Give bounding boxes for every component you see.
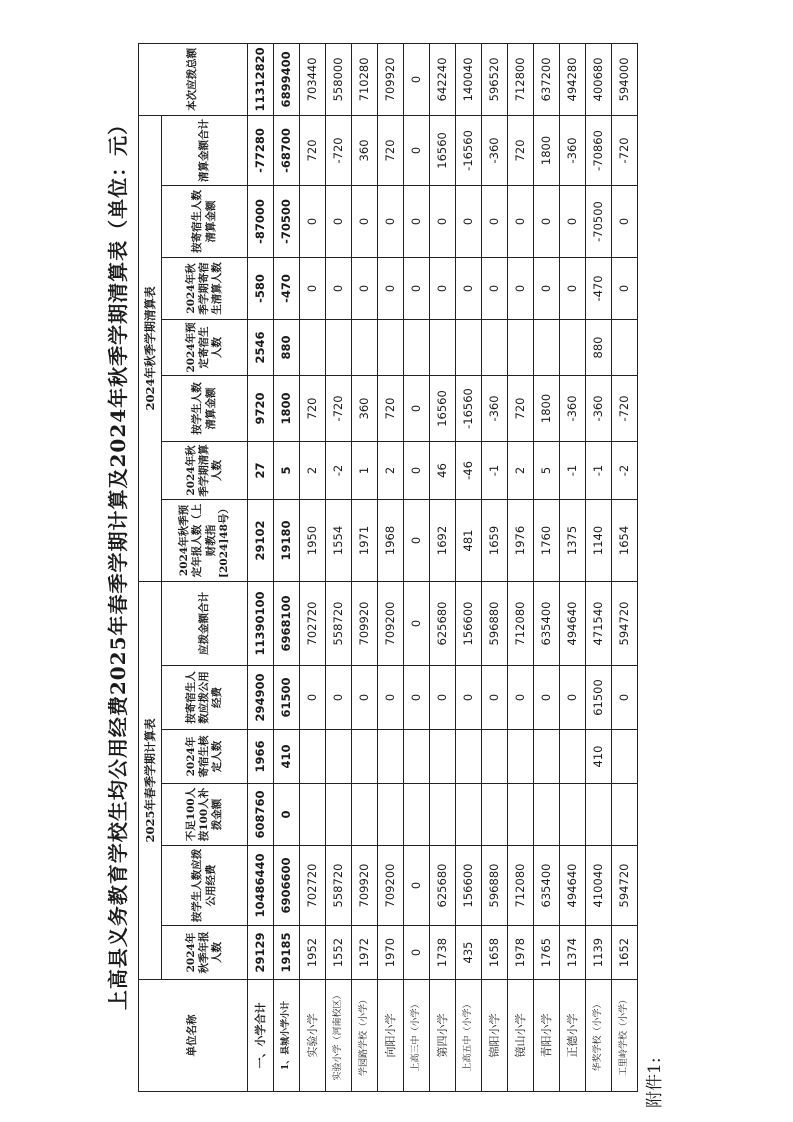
table-cell: 709200 xyxy=(378,581,404,665)
row-unit-name: 上高三中（小学） xyxy=(404,980,430,1092)
table-cell: 1375 xyxy=(560,499,586,581)
table-cell: 6899400 xyxy=(274,43,300,115)
table-cell: 0 xyxy=(404,846,430,926)
table-cell: 9720 xyxy=(248,375,274,441)
table-cell xyxy=(300,784,326,846)
table-cell: 1968 xyxy=(378,499,404,581)
table-cell: 29129 xyxy=(248,926,274,980)
table-cell: 1760 xyxy=(534,499,560,581)
table-cell: 0 xyxy=(612,666,638,730)
table-cell: 0 xyxy=(404,185,430,257)
table-cell: 0 xyxy=(430,257,456,319)
header-col: 2024年秋季学期寄宿生清算人数 xyxy=(162,257,248,319)
row-unit-name: 向阳小学 xyxy=(378,980,404,1092)
table-cell xyxy=(612,730,638,784)
table-row xyxy=(248,43,274,1091)
row-unit-name: 华奖学校（小学） xyxy=(586,980,612,1092)
table-cell: 2546 xyxy=(248,319,274,375)
row-unit-name: 锦阳小学 xyxy=(482,980,508,1092)
header-col: 按寄宿生人数清算金额 xyxy=(162,185,248,257)
table-cell xyxy=(456,784,482,846)
table-cell: 61500 xyxy=(586,666,612,730)
table-cell xyxy=(300,319,326,375)
table-cell: 1800 xyxy=(534,375,560,441)
table-cell: 2 xyxy=(300,441,326,499)
table-row xyxy=(378,43,404,1091)
table-cell: 0 xyxy=(430,185,456,257)
table-cell: -470 xyxy=(274,257,300,319)
table-cell xyxy=(456,730,482,784)
table-row xyxy=(274,43,300,1091)
table-cell: 1652 xyxy=(612,926,638,980)
table-cell: -70500 xyxy=(586,185,612,257)
table-cell: 1738 xyxy=(430,926,456,980)
table-cell: 481 xyxy=(456,499,482,581)
table-cell xyxy=(534,730,560,784)
table-cell: 0 xyxy=(456,666,482,730)
table-cell: 0 xyxy=(274,784,300,846)
table-cell: 702720 xyxy=(300,581,326,665)
table-row xyxy=(352,43,378,1091)
table-cell: 0 xyxy=(404,257,430,319)
table-cell xyxy=(430,784,456,846)
table-cell xyxy=(508,730,534,784)
table-cell: 709200 xyxy=(378,846,404,926)
table-cell xyxy=(404,730,430,784)
table-cell: 880 xyxy=(586,319,612,375)
table-cell xyxy=(352,784,378,846)
table-cell xyxy=(560,784,586,846)
table-cell: 1139 xyxy=(586,926,612,980)
header-col: 按学生人数应拨公用经费 xyxy=(162,846,248,926)
table-cell: -68700 xyxy=(274,115,300,185)
header-group-spring: 2025年春季学期计算表 xyxy=(139,581,162,979)
table-row xyxy=(430,43,456,1091)
table-cell: 19185 xyxy=(274,926,300,980)
table-cell xyxy=(482,784,508,846)
table-cell: -70860 xyxy=(586,115,612,185)
table-row xyxy=(612,43,638,1091)
table-cell: 703440 xyxy=(300,43,326,115)
table-cell: 0 xyxy=(560,257,586,319)
table-cell: 6968100 xyxy=(274,581,300,665)
table-cell: 0 xyxy=(508,666,534,730)
table-cell: 0 xyxy=(404,499,430,581)
table-cell: -360 xyxy=(586,375,612,441)
table-cell: 1554 xyxy=(326,499,352,581)
table-cell: 0 xyxy=(326,257,352,319)
table-cell: 0 xyxy=(352,666,378,730)
table-cell: 0 xyxy=(430,666,456,730)
table-cell: 156600 xyxy=(456,581,482,665)
table-cell: 0 xyxy=(378,257,404,319)
table-cell: 0 xyxy=(534,185,560,257)
table-cell: 0 xyxy=(482,257,508,319)
table-cell: -70500 xyxy=(274,185,300,257)
table-cell: 558720 xyxy=(326,846,352,926)
table-cell: 156600 xyxy=(456,846,482,926)
table-cell: -1 xyxy=(560,441,586,499)
table-cell: 471540 xyxy=(586,581,612,665)
table-cell: 0 xyxy=(300,257,326,319)
table-cell: 0 xyxy=(378,666,404,730)
table-cell: 6906600 xyxy=(274,846,300,926)
table-cell: 709920 xyxy=(352,846,378,926)
table-cell xyxy=(508,784,534,846)
table-cell: 0 xyxy=(560,185,586,257)
header-col: 2024年预定寄宿生人数 xyxy=(162,319,248,375)
table-cell: 0 xyxy=(482,666,508,730)
table-cell xyxy=(378,319,404,375)
table-cell xyxy=(326,730,352,784)
row-unit-name: 学园路学校（小学） xyxy=(352,980,378,1092)
table-cell: 2 xyxy=(378,441,404,499)
table-cell: 720 xyxy=(378,375,404,441)
table-row xyxy=(508,43,534,1091)
settlement-table-container xyxy=(138,44,638,1092)
table-cell xyxy=(326,319,352,375)
table-cell: -87000 xyxy=(248,185,274,257)
table-cell: -720 xyxy=(612,375,638,441)
table-cell xyxy=(560,319,586,375)
table-cell xyxy=(560,730,586,784)
table-cell xyxy=(430,730,456,784)
table-cell: 1692 xyxy=(430,499,456,581)
table-row xyxy=(404,43,430,1091)
table-cell: 625680 xyxy=(430,846,456,926)
header-col: 2024年秋季学期清算人数 xyxy=(162,441,248,499)
table-cell: 410 xyxy=(586,730,612,784)
table-cell: 5 xyxy=(534,441,560,499)
table-cell: -1 xyxy=(586,441,612,499)
table-cell xyxy=(534,319,560,375)
table-cell: 625680 xyxy=(430,581,456,665)
table-cell: 0 xyxy=(404,115,430,185)
header-col: 应拨金额合计 xyxy=(162,581,248,665)
table-cell xyxy=(612,319,638,375)
table-cell xyxy=(404,319,430,375)
table-cell: 11390100 xyxy=(248,581,274,665)
table-row xyxy=(534,43,560,1091)
table-cell: 594000 xyxy=(612,43,638,115)
table-cell: 0 xyxy=(456,185,482,257)
table-cell: 10486440 xyxy=(248,846,274,926)
row-unit-name: 正德小学 xyxy=(560,980,586,1092)
table-cell: 720 xyxy=(300,375,326,441)
table-cell: -16560 xyxy=(456,375,482,441)
header-col: 2024年秋季年报人数 xyxy=(162,926,248,980)
table-cell: 0 xyxy=(482,185,508,257)
row-unit-name: 青阳小学 xyxy=(534,980,560,1092)
table-row xyxy=(456,43,482,1091)
table-cell: 0 xyxy=(404,375,430,441)
table-cell: 637200 xyxy=(534,43,560,115)
table-cell: 1765 xyxy=(534,926,560,980)
table-cell: 0 xyxy=(352,257,378,319)
table-cell: 1950 xyxy=(300,499,326,581)
table-cell: 494280 xyxy=(560,43,586,115)
table-cell: -360 xyxy=(560,115,586,185)
table-row xyxy=(586,43,612,1091)
table-cell: 720 xyxy=(508,115,534,185)
table-cell: 61500 xyxy=(274,666,300,730)
table-cell: 1 xyxy=(352,441,378,499)
table-cell: 594720 xyxy=(612,581,638,665)
row-unit-name: 实验小学 xyxy=(300,980,326,1092)
table-cell xyxy=(352,730,378,784)
table-cell: -2 xyxy=(326,441,352,499)
table-cell: 46 xyxy=(430,441,456,499)
table-row xyxy=(300,43,326,1091)
settlement-table xyxy=(138,43,638,1092)
table-cell xyxy=(404,784,430,846)
table-cell: 410 xyxy=(274,730,300,784)
table-cell: 0 xyxy=(378,185,404,257)
table-cell: -1 xyxy=(482,441,508,499)
table-cell: -360 xyxy=(482,375,508,441)
table-cell: 594720 xyxy=(612,846,638,926)
table-cell: 1972 xyxy=(352,926,378,980)
table-cell: -46 xyxy=(456,441,482,499)
table-cell: -470 xyxy=(586,257,612,319)
table-cell: 1970 xyxy=(378,926,404,980)
header-group-autumn: 2024年秋季学期清算表 xyxy=(139,115,162,581)
table-cell: 596880 xyxy=(482,846,508,926)
table-cell: -77280 xyxy=(248,115,274,185)
table-cell xyxy=(352,319,378,375)
header-col: 按学生人数清算金额 xyxy=(162,375,248,441)
table-cell: -360 xyxy=(560,375,586,441)
table-cell: 19180 xyxy=(274,499,300,581)
table-cell: 0 xyxy=(404,666,430,730)
table-cell: 494640 xyxy=(560,846,586,926)
table-cell: 642240 xyxy=(430,43,456,115)
table-cell: 720 xyxy=(508,375,534,441)
table-cell xyxy=(508,319,534,375)
table-cell: 558000 xyxy=(326,43,352,115)
table-cell: 558720 xyxy=(326,581,352,665)
table-cell: 494640 xyxy=(560,581,586,665)
table-cell: 596520 xyxy=(482,43,508,115)
table-cell: 0 xyxy=(352,185,378,257)
table-cell: 435 xyxy=(456,926,482,980)
row-unit-name: 1、县城小学小计 xyxy=(274,980,300,1092)
header-col: 按寄宿生人数应拨公用经费 xyxy=(162,666,248,730)
table-cell: 27 xyxy=(248,441,274,499)
table-row xyxy=(482,43,508,1091)
row-unit-name: 上高五中（小学） xyxy=(456,980,482,1092)
table-cell xyxy=(456,319,482,375)
table-cell xyxy=(430,319,456,375)
table-cell: 1552 xyxy=(326,926,352,980)
table-cell xyxy=(586,784,612,846)
table-row xyxy=(326,43,352,1091)
table-cell: 608760 xyxy=(248,784,274,846)
table-cell xyxy=(326,784,352,846)
row-unit-name: 工里岭学校（小学） xyxy=(612,980,638,1092)
table-cell xyxy=(612,784,638,846)
table-cell: 1374 xyxy=(560,926,586,980)
table-cell: 410040 xyxy=(586,846,612,926)
table-cell: 1971 xyxy=(352,499,378,581)
table-cell: 710280 xyxy=(352,43,378,115)
table-cell: 0 xyxy=(612,257,638,319)
table-cell xyxy=(534,784,560,846)
table-cell: 720 xyxy=(378,115,404,185)
header-col: 不足100人按100人补拨金额 xyxy=(162,784,248,846)
table-cell: 0 xyxy=(404,926,430,980)
table-cell: 712080 xyxy=(508,581,534,665)
table-cell: 1976 xyxy=(508,499,534,581)
table-cell: 709920 xyxy=(378,43,404,115)
header-col: 清算金额合计 xyxy=(162,115,248,185)
table-cell xyxy=(378,730,404,784)
table-cell: 0 xyxy=(404,441,430,499)
table-cell: 140040 xyxy=(456,43,482,115)
table-cell: 360 xyxy=(352,115,378,185)
table-cell: 0 xyxy=(508,257,534,319)
table-cell xyxy=(482,730,508,784)
table-cell: 1654 xyxy=(612,499,638,581)
table-cell: 702720 xyxy=(300,846,326,926)
table-cell xyxy=(378,784,404,846)
table-cell: 0 xyxy=(612,185,638,257)
attachment-label: 附件1: xyxy=(645,1057,665,1108)
table-cell: 1978 xyxy=(508,926,534,980)
table-cell: 360 xyxy=(352,375,378,441)
table-cell: 635400 xyxy=(534,581,560,665)
table-cell: 5 xyxy=(274,441,300,499)
row-unit-name: 第四小学 xyxy=(430,980,456,1092)
table-cell: -16560 xyxy=(456,115,482,185)
row-unit-name: 一、小学合计 xyxy=(248,980,274,1092)
table-body xyxy=(248,43,638,1091)
table-cell: 720 xyxy=(300,115,326,185)
table-cell: 0 xyxy=(508,185,534,257)
table-cell: -720 xyxy=(326,115,352,185)
table-cell: 0 xyxy=(300,185,326,257)
table-cell: 1658 xyxy=(482,926,508,980)
table-row xyxy=(560,43,586,1091)
table-cell: 596880 xyxy=(482,581,508,665)
table-cell: 16560 xyxy=(430,375,456,441)
table-cell: 712800 xyxy=(508,43,534,115)
table-cell: 712080 xyxy=(508,846,534,926)
table-cell: 0 xyxy=(326,185,352,257)
table-cell: 1800 xyxy=(274,375,300,441)
table-cell: 0 xyxy=(534,666,560,730)
table-cell: 29102 xyxy=(248,499,274,581)
table-cell: 294900 xyxy=(248,666,274,730)
header-col: 2024年秋季预定年报人数（上财教指[2024]48号） xyxy=(162,499,248,581)
table-cell: 0 xyxy=(534,257,560,319)
table-cell: 0 xyxy=(560,666,586,730)
document-title: 上高县义务教育学校生均公用经费2025年春季学期计算及2024年秋季学期清算表（单位：元） xyxy=(106,113,130,1011)
table-cell: 11312820 xyxy=(248,43,274,115)
table-cell: 635400 xyxy=(534,846,560,926)
table-cell: 0 xyxy=(404,43,430,115)
table-cell: 1659 xyxy=(482,499,508,581)
table-cell: 2 xyxy=(508,441,534,499)
table-cell xyxy=(300,730,326,784)
table-cell: 0 xyxy=(456,257,482,319)
header-col: 2024年寄宿生核定人数 xyxy=(162,730,248,784)
row-unit-name: 镜山小学 xyxy=(508,980,534,1092)
table-cell: 400680 xyxy=(586,43,612,115)
table-cell: 1800 xyxy=(534,115,560,185)
table-cell: 1140 xyxy=(586,499,612,581)
header-unit-name: 单位名称 xyxy=(139,980,248,1092)
table-cell: 16560 xyxy=(430,115,456,185)
table-cell: -720 xyxy=(326,375,352,441)
table-cell: -2 xyxy=(612,441,638,499)
table-cell: 0 xyxy=(300,666,326,730)
table-cell: -580 xyxy=(248,257,274,319)
table-cell xyxy=(482,319,508,375)
table-cell: 0 xyxy=(404,581,430,665)
table-cell: -720 xyxy=(612,115,638,185)
row-unit-name: 实验小学（河南校区） xyxy=(326,980,352,1092)
table-cell: -360 xyxy=(482,115,508,185)
table-cell: 1966 xyxy=(248,730,274,784)
table-cell: 709920 xyxy=(352,581,378,665)
table-cell: 880 xyxy=(274,319,300,375)
table-cell: 0 xyxy=(326,666,352,730)
header-total-allocation: 本次应拨总额 xyxy=(139,43,248,115)
table-cell: 1952 xyxy=(300,926,326,980)
